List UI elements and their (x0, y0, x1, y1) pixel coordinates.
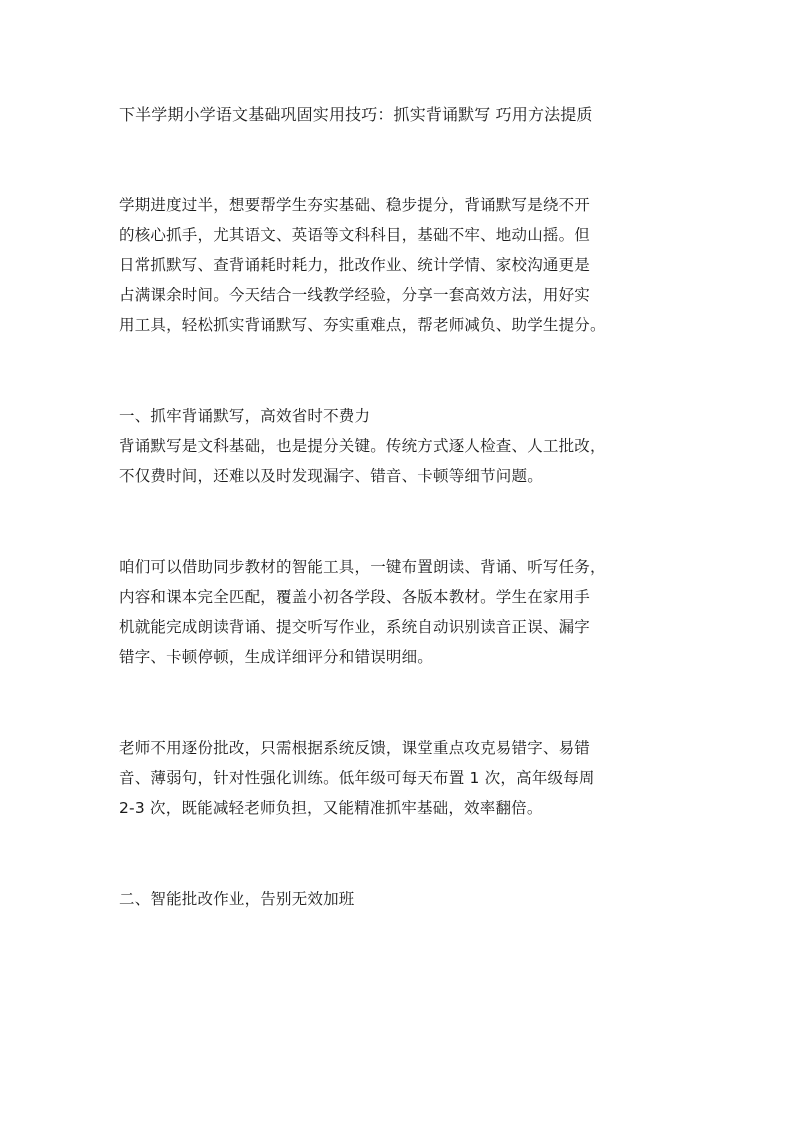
paragraph-line: 占满课余时间。今天结合一线教学经验，分享一套高效方法，用好实 (119, 286, 591, 304)
spacer (119, 823, 679, 884)
paragraph-line: 学期进度过半，想要帮学生夯实基础、稳步提分，背诵默写是绕不开 (119, 196, 591, 214)
paragraph-line: 不仅费时间，还难以及时发现漏字、错音、卡顿等细节问题。 (119, 467, 543, 485)
section-heading: 一、抓牢背诵默写，高效省时不费力 (119, 407, 371, 425)
section1-paragraph-1 (119, 431, 679, 491)
spacer (119, 672, 679, 733)
section1-paragraph-2 (119, 552, 679, 672)
document-body (119, 100, 679, 914)
intro-paragraph (119, 190, 679, 340)
paragraph-line: 背诵默写是文科基础，也是提分关键。传统方式逐人检查、人工批改， (119, 437, 606, 455)
paragraph-line: 错字、卡顿停顿，生成详细评分和错误明细。 (119, 648, 434, 666)
paragraph-line: 咱们可以借助同步教材的智能工具，一键布置朗读、背诵、听写任务， (119, 558, 606, 576)
paragraph-line: 音、薄弱句，针对性强化训练。低年级可每天布置 1 次，高年级每周 (119, 769, 595, 787)
section-heading: 二、智能批改作业，告别无效加班 (119, 890, 355, 908)
paragraph-line: 机就能完成朗读背诵、提交听写作业，系统自动识别读音正误、漏字 (119, 618, 591, 636)
document-title: 下半学期小学语文基础巩固实用技巧：抓实背诵默写 巧用方法提质 (119, 105, 593, 124)
paragraph-line: 老师不用逐份批改，只需根据系统反馈，课堂重点攻克易错字、易错 (119, 739, 591, 757)
paragraph-line: 用工具，轻松抓实背诵默写、夯实重难点，帮老师减负、助学生提分。 (119, 316, 606, 334)
spacer (119, 491, 679, 552)
spacer (119, 130, 679, 190)
paragraph-line: 2-3 次，既能减轻老师负担，又能精准抓牢基础，效率翻倍。 (119, 799, 543, 817)
section1-paragraph-3 (119, 733, 679, 823)
paragraph-line: 的核心抓手，尤其语文、英语等文科科目，基础不牢、地动山摇。但 (119, 226, 591, 244)
paragraph-line: 内容和课本完全匹配，覆盖小初各学段、各版本教材。学生在家用手 (119, 588, 591, 606)
spacer (119, 340, 679, 401)
paragraph-line: 日常抓默写、查背诵耗时耗力，批改作业、统计学情、家校沟通更是 (119, 256, 591, 274)
